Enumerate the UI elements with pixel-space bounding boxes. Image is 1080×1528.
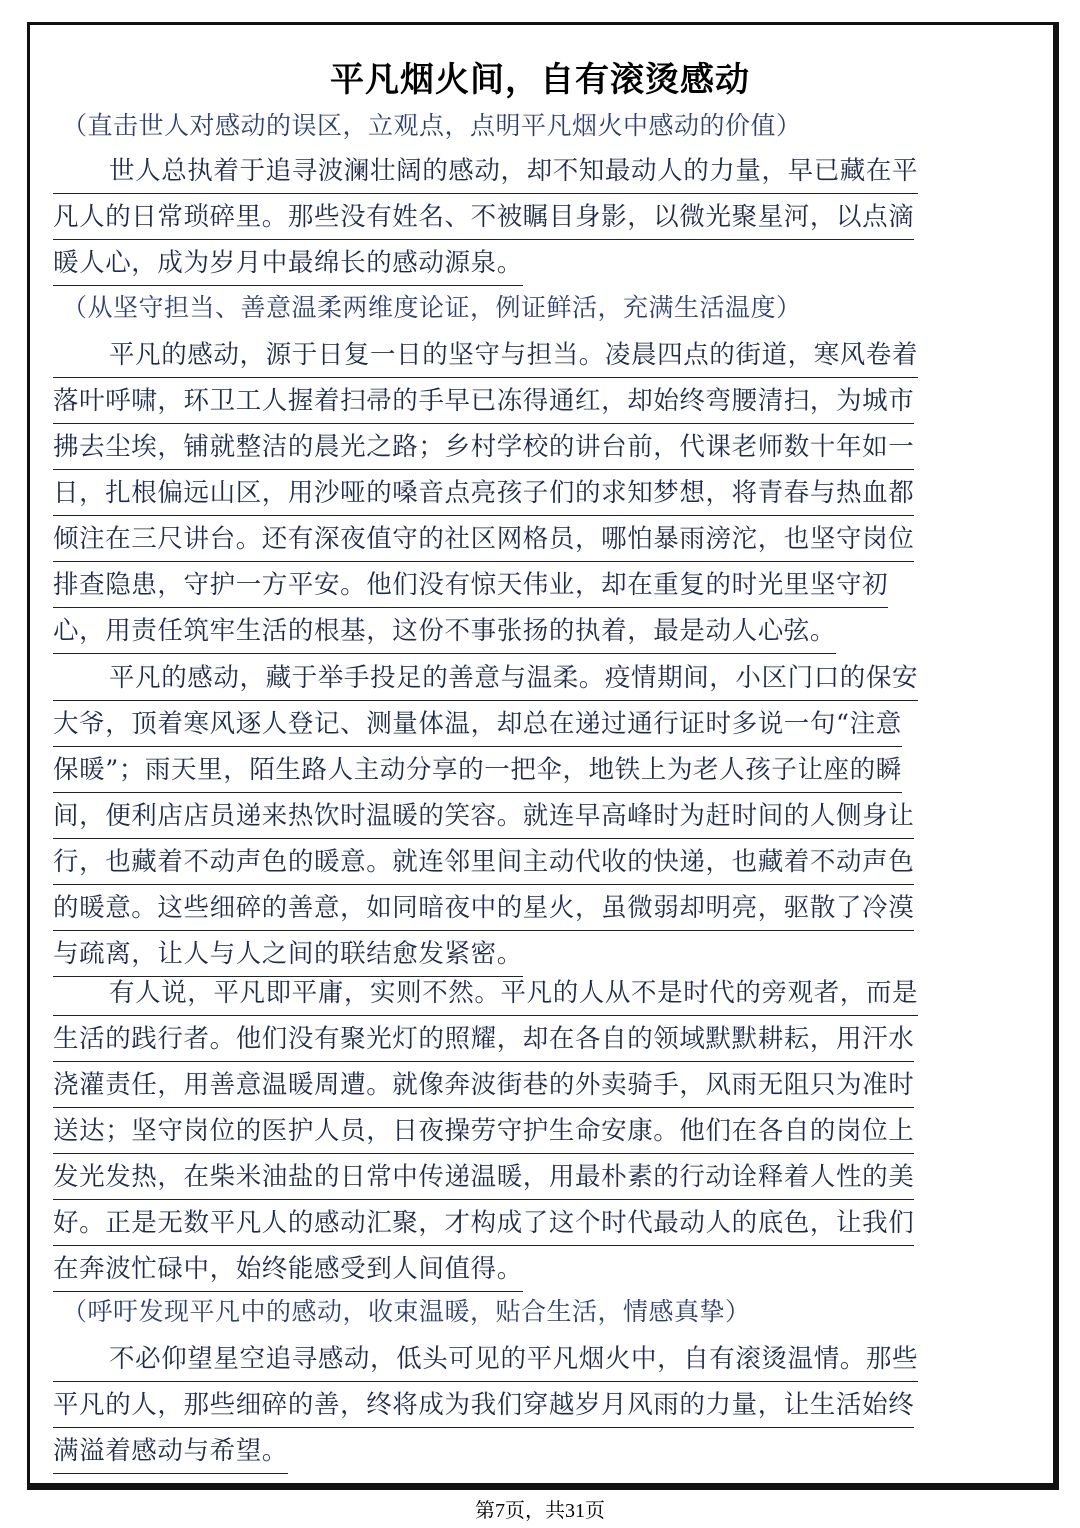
text-line: 排查隐患，守护一方平安。他们没有惊天伟业，却在重复的时光里坚守初 <box>53 563 1008 609</box>
paragraph-1 <box>53 149 1008 287</box>
text-line: 浇灌责任，用善意温暖周遭。就像奔波街巷的外卖骑手，风雨无阻只为准时 <box>53 1063 1008 1109</box>
text-line: 保暖”；雨天里，陌生路人主动分享的一把伞，地铁上为老人孩子让座的瞬 <box>53 748 1008 794</box>
text-line: 倾注在三尺讲台。还有深夜值守的社区网格员，哪怕暴雨滂沱，也坚守岗位 <box>53 517 1008 563</box>
text-line: 的暖意。这些细碎的善意，如同暗夜中的星火，虽微弱却明亮，驱散了冷漠 <box>53 886 1008 932</box>
annotation-body: （从坚守担当、善意温柔两维度论证，例证鲜活，充满生活温度） <box>62 293 802 322</box>
annotation-conclusion: （呼吁发现平凡中的感动，收束温暖，贴合生活，情感真挚） <box>62 1297 751 1326</box>
text-line: 不必仰望星空追寻感动，低头可见的平凡烟火中，自有滚烫温情。那些 <box>53 1337 1008 1383</box>
text-line: 满溢着感动与希望。 <box>53 1429 1008 1475</box>
text-line: 送达；坚守岗位的医护人员，日夜操劳守护生命安康。他们在各自的岗位上 <box>53 1109 1008 1155</box>
text-line: 与疏离，让人与人之间的联结愈发紧密。 <box>53 932 1008 978</box>
text-line: 大爷，顶着寒风逐人登记、测量体温，却总在递过通行证时多说一句“注意 <box>53 702 1008 748</box>
paragraph-3 <box>53 656 1008 978</box>
paragraph-2 <box>53 333 1008 655</box>
paragraph-5 <box>53 1337 1008 1475</box>
text-line: 发光发热，在柴米油盐的日常中传递温暖，用最朴素的行动诠释着人性的美 <box>53 1155 1008 1201</box>
text-line: 暖人心，成为岁月中最绵长的感动源泉。 <box>53 241 1008 287</box>
text-line: 拂去尘埃，铺就整洁的晨光之路；乡村学校的讲台前，代课老师数十年如一 <box>53 425 1008 471</box>
text-line: 平凡的感动，源于日复一日的坚守与担当。凌晨四点的街道，寒风卷着 <box>53 333 1008 379</box>
essay-title: 平凡烟火间，自有滚烫感动 <box>330 60 750 100</box>
text-line: 生活的践行者。他们没有聚光灯的照耀，却在各自的领域默默耕耘，用汗水 <box>53 1017 1008 1063</box>
text-line: 世人总执着于追寻波澜壮阔的感动，却不知最动人的力量，早已藏在平 <box>53 149 1008 195</box>
text-line: 心，用责任筑牢生活的根基，这份不事张扬的执着，最是动人心弦。 <box>53 609 1008 655</box>
page-number: 第7页，共31页 <box>475 1500 605 1522</box>
text-line: 平凡的人，那些细碎的善，终将成为我们穿越岁月风雨的力量，让生活始终 <box>53 1383 1008 1429</box>
text-line: 好。正是无数平凡人的感动汇聚，才构成了这个时代最动人的底色，让我们 <box>53 1201 1008 1247</box>
text-line: 有人说，平凡即平庸，实则不然。平凡的人从不是时代的旁观者，而是 <box>53 971 1008 1017</box>
text-line: 在奔波忙碌中，始终能感受到人间值得。 <box>53 1247 1008 1293</box>
text-line: 间，便利店店员递来热饮时温暖的笑容。就连早高峰时为赶时间的人侧身让 <box>53 794 1008 840</box>
text-line: 日，扎根偏远山区，用沙哑的嗓音点亮孩子们的求知梦想，将青春与热血都 <box>53 471 1008 517</box>
text-line: 行，也藏着不动声色的暖意。就连邻里间主动代收的快递，也藏着不动声色 <box>53 840 1008 886</box>
text-line: 平凡的感动，藏于举手投足的善意与温柔。疫情期间，小区门口的保安 <box>53 656 1008 702</box>
paragraph-4 <box>53 971 1008 1293</box>
text-line: 凡人的日常琐碎里。那些没有姓名、不被瞩目身影，以微光聚星河，以点滴 <box>53 195 1008 241</box>
text-line: 落叶呼啸，环卫工人握着扫帚的手早已冻得通红，却始终弯腰清扫，为城市 <box>53 379 1008 425</box>
annotation-intro: （直击世人对感动的误区，立观点，点明平凡烟火中感动的价值） <box>62 111 802 140</box>
